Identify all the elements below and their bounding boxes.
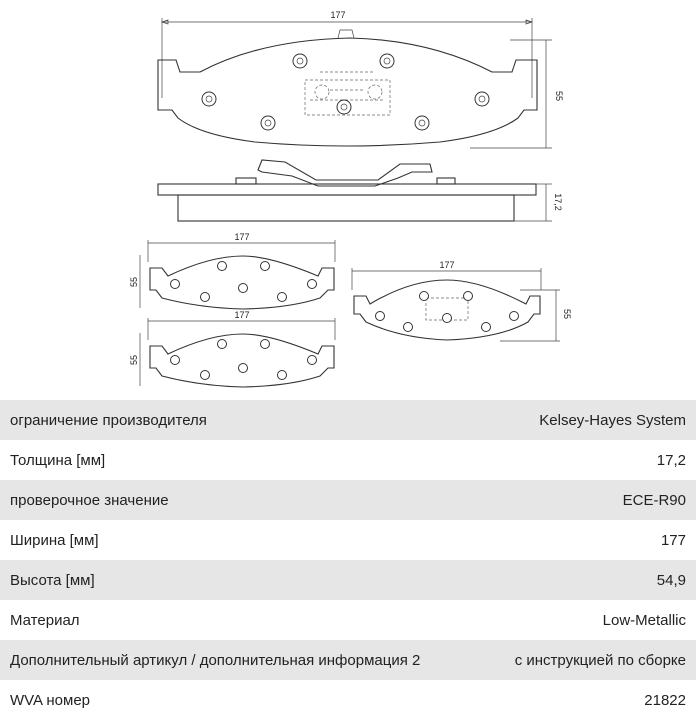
spec-value: 54,9 — [656, 571, 686, 589]
main-pad-side-view — [158, 160, 563, 221]
spec-value: Kelsey-Hayes System — [539, 411, 686, 429]
pad3-width-label: 177 — [234, 310, 250, 320]
spec-label: проверочное значение — [10, 491, 169, 509]
spec-value: 21822 — [644, 691, 686, 709]
spec-label: Материал — [10, 611, 80, 629]
spec-label: Дополнительный артикул / дополнительная информация 2 — [10, 651, 421, 669]
pad4-width-label: 177 — [439, 260, 455, 270]
spec-label: WVA номер — [10, 691, 91, 709]
spec-row — [0, 480, 696, 520]
spec-value: Low-Metallic — [602, 611, 686, 629]
small-pad-3 — [129, 310, 335, 387]
spec-row — [0, 440, 696, 480]
spec-label: ограничение производителя — [10, 411, 207, 429]
pad3-height-label: 55 — [129, 354, 139, 366]
main-height-label: 55 — [554, 90, 564, 102]
spec-row — [0, 680, 696, 720]
spec-value: с инструкцией по сборке — [514, 651, 686, 669]
spec-row — [0, 640, 696, 680]
main-thickness-label: 17,2 — [553, 193, 563, 211]
spec-label: Толщина [мм] — [10, 451, 106, 469]
spec-row — [0, 560, 696, 600]
pad4-height-label: 55 — [562, 308, 572, 320]
spec-row — [0, 400, 696, 440]
spec-value: ECE-R90 — [622, 491, 686, 509]
spec-value: 17,2 — [656, 451, 686, 469]
small-pad-4 — [352, 260, 572, 341]
specifications-table — [0, 400, 696, 720]
main-width-label: 177 — [330, 10, 346, 20]
main-pad-outline — [158, 10, 564, 148]
spec-row — [0, 520, 696, 560]
spec-label: Ширина [мм] — [10, 531, 99, 549]
pad2-width-label: 177 — [234, 232, 250, 242]
spec-row — [0, 600, 696, 640]
spec-label: Высота [мм] — [10, 571, 95, 589]
pad2-height-label: 55 — [129, 276, 139, 288]
small-pad-2 — [129, 232, 335, 309]
spec-value: 177 — [660, 531, 686, 549]
